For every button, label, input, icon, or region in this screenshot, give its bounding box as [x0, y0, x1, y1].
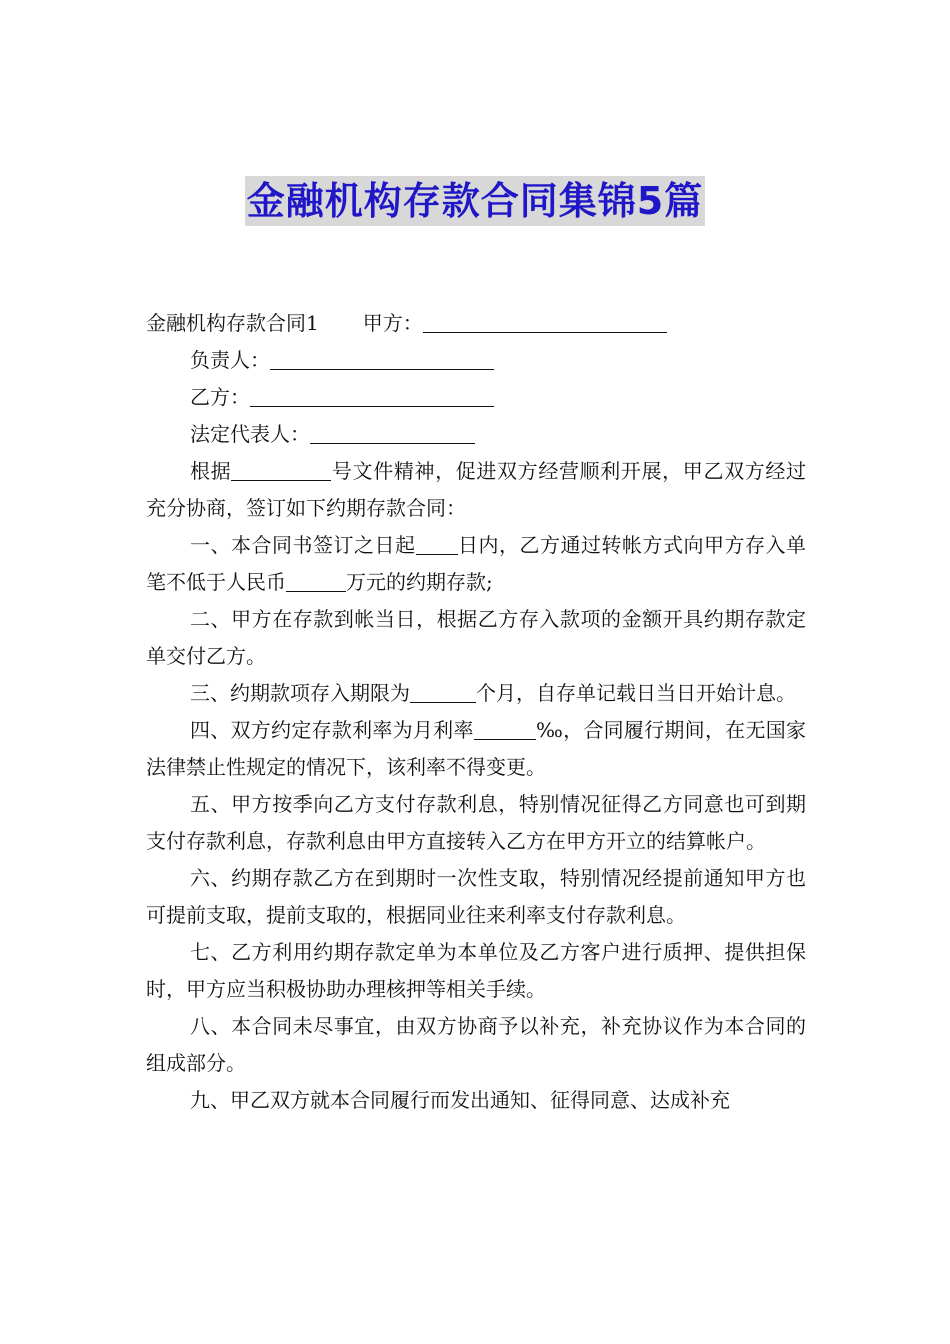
- days-blank: [416, 530, 458, 555]
- responsible-line: [146, 342, 806, 379]
- amount-blank: [286, 567, 346, 592]
- title-container: [0, 176, 950, 226]
- clause-9: 九、甲乙双方就本合同履行而发出通知、征得同意、达成补充: [190, 1088, 730, 1112]
- clause-3-text-after: 个月，自存单记载日当日开始计息。: [476, 681, 796, 705]
- document-title: 金融机构存款合同集锦5篇: [245, 176, 705, 226]
- clause-7: 七、乙方利用约期存款定单为本单位及乙方客户进行质押、提供担保时，甲方应当积极协助办理核押等相关手续。: [146, 940, 806, 1001]
- clause-2: 二、甲方在存款到帐当日，根据乙方存入款项的金额开具约期存款定单交付乙方。: [146, 607, 806, 668]
- rate-blank: [474, 715, 536, 740]
- months-blank: [410, 678, 476, 703]
- legal-rep-label: 法定代表人：: [190, 422, 310, 446]
- legal-rep-line: [146, 416, 806, 453]
- responsible-label: 负责人：: [190, 348, 270, 372]
- party-b-label: 乙方：: [190, 385, 250, 409]
- clause-6: 六、约期存款乙方在到期时一次性支取，特别情况经提前通知甲方也可提前支取，提前支取的，根据同业往来利率支付存款利息。: [146, 866, 806, 927]
- contract-name: 金融机构存款合同1: [146, 311, 319, 335]
- document-number-blank: [231, 456, 331, 481]
- clause-1-text-middle: 日内，乙方通过转帐方式向甲方存入单笔不低于人民币: [146, 533, 806, 594]
- clause-4: [146, 712, 806, 786]
- clause-1-text-before: 一、本合同书签订之日起: [190, 533, 416, 557]
- clause-8: 八、本合同未尽事宜，由双方协商予以补充，补充协议作为本合同的组成部分。: [146, 1014, 806, 1075]
- party-b-line: [146, 379, 806, 416]
- responsible-blank: [270, 345, 494, 370]
- clause-1-text-after: 万元的约期存款;: [346, 570, 493, 594]
- legal-rep-blank: [310, 419, 475, 444]
- contract-header-line: [146, 305, 806, 342]
- party-a-blank: [423, 308, 667, 333]
- clause-3-text-before: 三、约期款项存入期限为: [190, 681, 410, 705]
- clause-3: [146, 675, 806, 712]
- party-a-label: 甲方：: [362, 311, 423, 335]
- party-b-blank: [250, 382, 494, 407]
- clause-4-text-after: ‰，合同履行期间，在无国家法律禁止性规定的情况下，该利率不得变更。: [146, 718, 807, 779]
- intro-text-after: 号文件精神，促进双方经营顺利开展，甲乙双方经过充分协商，签订如下约期存款合同：: [146, 459, 807, 520]
- document-body: [146, 305, 806, 1119]
- clause-4-text-before: 四、双方约定存款利率为月利率: [190, 718, 474, 742]
- clause-1: [146, 527, 806, 601]
- intro-text-before: 根据: [190, 459, 232, 483]
- clause-5: 五、甲方按季向乙方支付存款利息，特别情况征得乙方同意也可到期支付存款利息，存款利息由甲方直接转入乙方在甲方开立的结算帐户。: [146, 792, 806, 853]
- intro-paragraph: [146, 453, 806, 527]
